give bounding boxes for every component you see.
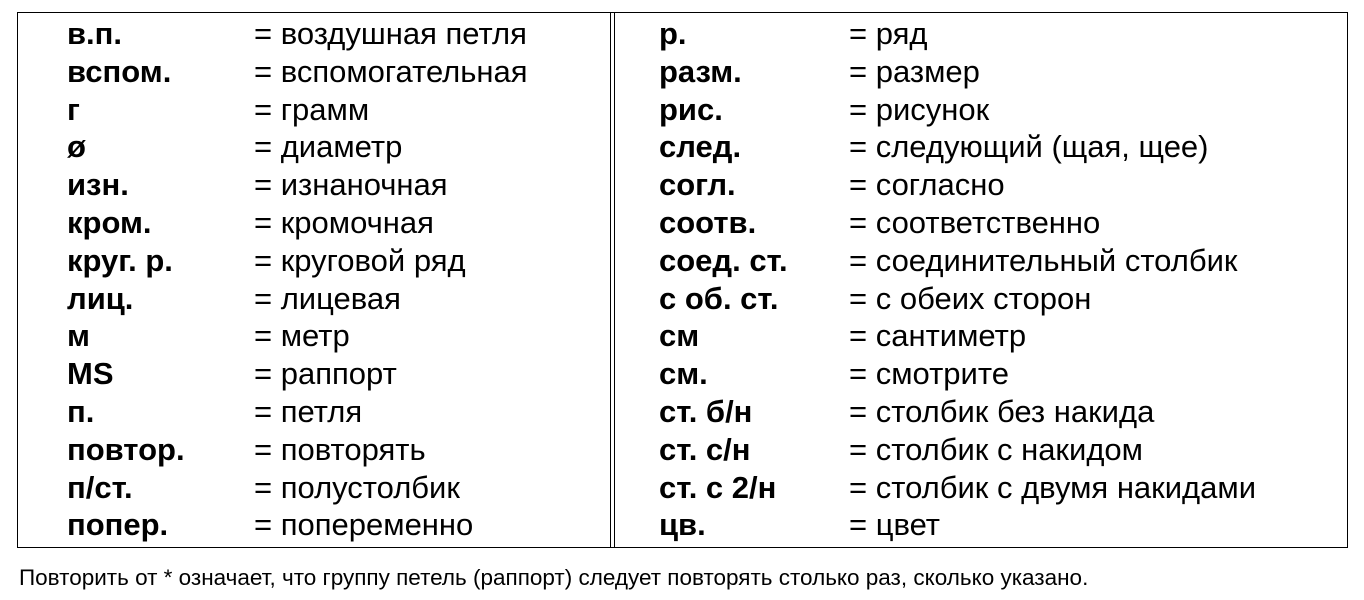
footnote: Повторить от * означает, что группу петель (раппорт) следует повторять столько раз, сколько указано. (19, 565, 1089, 590)
abbreviation-row (18, 91, 610, 129)
abbreviation-term: г (67, 91, 80, 127)
abbreviation-term: лиц. (67, 280, 134, 316)
abbreviation-row (18, 242, 610, 280)
abbreviation-row (615, 204, 1347, 242)
abbreviation-row (18, 506, 610, 544)
abbreviation-term: рис. (659, 91, 723, 127)
abbreviation-meaning: = повторять (254, 431, 426, 467)
abbreviation-term: р. (659, 16, 687, 51)
abbreviation-row (615, 166, 1347, 204)
abbreviation-term: повтор. (67, 431, 185, 467)
abbreviation-term: изн. (67, 167, 129, 203)
abbreviation-row (18, 166, 610, 204)
abbreviation-meaning: = вспомогательная (254, 53, 528, 89)
abbreviation-row (615, 355, 1347, 393)
abbreviation-term: попер. (67, 507, 169, 543)
abbreviation-row (18, 355, 610, 393)
abbreviation-row (615, 506, 1347, 544)
abbreviation-term: с об. ст. (659, 280, 779, 316)
abbreviation-term: цв. (659, 507, 706, 543)
abbreviation-meaning: = круговой ряд (254, 242, 466, 278)
abbreviation-term: MS (67, 356, 114, 392)
abbreviation-term: след. (659, 129, 742, 165)
abbreviation-row (18, 431, 610, 469)
abbreviation-term: соед. ст. (659, 242, 788, 278)
abbreviation-meaning: = кромочная (254, 205, 434, 240)
abbreviation-term: ст. с 2/н (659, 469, 777, 505)
abbreviation-term: см. (659, 356, 708, 392)
abbreviation-term: ø (67, 129, 86, 165)
abbreviation-row (615, 469, 1347, 507)
abbreviation-meaning: = цвет (849, 507, 941, 543)
abbreviation-row (615, 431, 1347, 469)
abbreviation-row (615, 280, 1347, 318)
abbreviation-row (18, 280, 610, 318)
abbreviation-row (18, 469, 610, 507)
abbreviation-term: п/ст. (67, 469, 133, 505)
abbreviation-term: круг. р. (67, 242, 173, 278)
abbreviation-meaning: = попеременно (254, 507, 474, 543)
abbreviation-meaning: = смотрите (849, 356, 1009, 392)
abbreviation-term: в.п. (67, 16, 123, 51)
abbreviation-term: м (67, 318, 90, 354)
abbreviation-meaning: = диаметр (254, 129, 403, 165)
abbreviation-term: см (659, 318, 700, 354)
abbreviation-row (615, 91, 1347, 129)
abbreviation-meaning: = грамм (254, 91, 370, 127)
abbreviation-column-left (18, 13, 611, 547)
abbreviation-meaning: = рисунок (849, 91, 990, 127)
abbreviation-row (18, 204, 610, 242)
abbreviation-meaning: = с обеих сторон (849, 280, 1092, 316)
abbreviation-meaning: = согласно (849, 167, 1005, 203)
abbreviation-term: вспом. (67, 53, 172, 89)
abbreviation-row (615, 15, 1347, 53)
abbreviation-meaning: = воздушная петля (254, 16, 527, 51)
abbreviation-meaning: = метр (254, 318, 350, 354)
abbreviation-row (18, 128, 610, 166)
abbreviation-row (615, 128, 1347, 166)
abbreviation-meaning: = изнаночная (254, 167, 448, 203)
abbreviation-table (17, 12, 1348, 548)
abbreviation-row (615, 242, 1347, 280)
abbreviation-meaning: = столбик с двумя накидами (849, 469, 1257, 505)
abbreviation-meaning: = столбик с накидом (849, 431, 1143, 467)
abbreviation-term: согл. (659, 167, 736, 203)
abbreviation-term: ст. с/н (659, 431, 751, 467)
abbreviation-term: п. (67, 394, 95, 429)
abbreviation-row (18, 317, 610, 355)
abbreviation-term: ст. б/н (659, 394, 753, 429)
abbreviation-meaning: = ряд (849, 16, 928, 51)
abbreviation-row (615, 53, 1347, 91)
abbreviation-meaning: = сантиметр (849, 318, 1027, 354)
abbreviation-term: разм. (659, 53, 742, 89)
abbreviation-row (18, 15, 610, 53)
abbreviation-row (615, 317, 1347, 355)
abbreviation-meaning: = лицевая (254, 280, 401, 316)
abbreviation-row (18, 53, 610, 91)
abbreviation-term: кром. (67, 205, 152, 240)
abbreviation-meaning: = соединительный столбик (849, 242, 1238, 278)
abbreviation-row (18, 393, 610, 431)
abbreviation-meaning: = размер (849, 53, 980, 89)
abbreviation-term: соотв. (659, 205, 757, 240)
abbreviation-meaning: = следующий (щая, щее) (849, 129, 1209, 165)
abbreviation-meaning: = петля (254, 394, 363, 429)
abbreviation-meaning: = соответственно (849, 205, 1101, 240)
abbreviation-meaning: = раппорт (254, 356, 397, 392)
abbreviation-meaning: = полустолбик (254, 469, 460, 505)
abbreviation-meaning: = столбик без накида (849, 394, 1155, 429)
abbreviation-row (615, 393, 1347, 431)
abbreviation-column-right (614, 13, 1347, 547)
